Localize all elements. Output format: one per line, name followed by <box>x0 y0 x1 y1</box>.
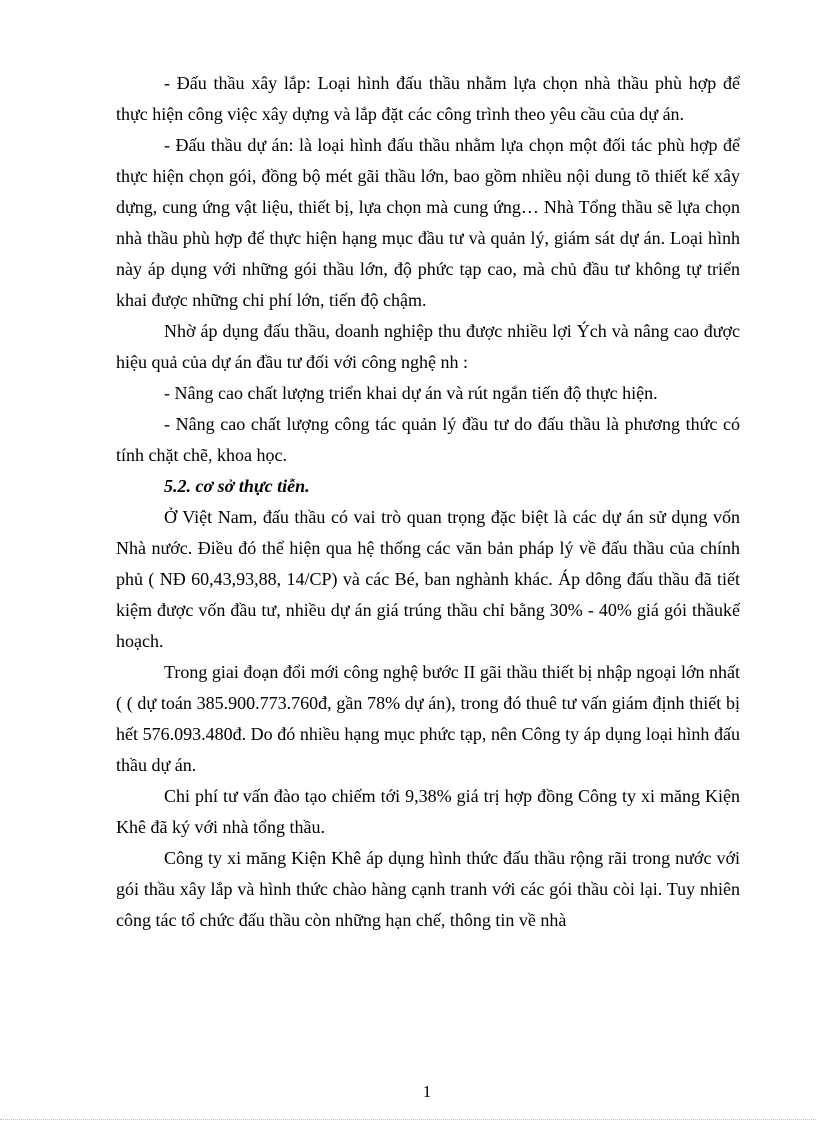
paragraph-bidding-benefits: Nhờ áp dụng đấu thầu, doanh nghiệp thu được nhiều lợi Ých và nâng cao được hiệu quả của dự án đầu tư đối với công nghệ nh : <box>116 321 740 372</box>
paragraph-benefit-management: - Nâng cao chất lượng công tác quản lý đầu tư do đấu thầu là phương thức có tính chặt chẽ, khoa học. <box>116 414 740 465</box>
document-body <box>116 68 740 936</box>
section-heading: 5.2. cơ sở thực tiễn. <box>164 476 310 496</box>
paragraph-construction-bidding: - Đấu thầu xây lắp: Loại hình đấu thầu nhằm lựa chọn nhà thầu phù hợp để thực hiện công việc xây dựng và lắp đặt các công trình theo yêu cầu của dự án. <box>116 73 740 124</box>
page-bottom-divider <box>0 1119 816 1120</box>
paragraph-technology-phase: Trong giai đoạn đổi mới công nghệ bước II gãi thầu thiết bị nhập ngoại lớn nhất ( ( dự toán 385.900.773.760đ, gần 78% dự án), trong đó thuê tư vấn giám định thiết bị hết 576.093.480đ. Do đó nhiều hạng mục phức tạp, nên Công ty áp dụng loại hình đấu thầu dự án. <box>116 662 740 775</box>
paragraph-project-bidding: - Đấu thầu dự án: là loại hình đấu thầu nhằm lựa chọn một đối tác phù hợp để thực hiện chọn gói, đồng bộ mét gãi thầu lớn, bao gồm nhiều nội dung tõ thiết kế xây dựng, cung ứng vật liệu, thiết bị, lựa chọn mà cung ứng… Nhà Tổng thầu sẽ lựa chọn nhà thầu phù hợp để thực hiện hạng mục đầu tư và quản lý, giám sát dự án. Loại hình này áp dụng với những gói thầu lớn, độ phức tạp cao, mà chủ đầu tư không tự triển khai được những chi phí lớn, tiến độ chậm. <box>116 135 740 310</box>
paragraph-consulting-cost: Chi phí tư vấn đào tạo chiếm tới 9,38% giá trị hợp đồng Công ty xi măng Kiện Khê đã ký với nhà tổng thầu. <box>116 786 740 837</box>
paragraph-benefit-quality: - Nâng cao chất lượng triển khai dự án và rút ngắn tiến độ thực hiện. <box>164 383 658 403</box>
paragraph-company-bidding: Công ty xi măng Kiện Khê áp dụng hình thức đấu thầu rộng rãi trong nước với gói thầu xây lắp và hình thức chào hàng cạnh tranh với các gói thầu còi lại. Tuy nhiên công tác tổ chức đấu thầu còn những hạn chế, thông tin về nhà <box>116 848 740 930</box>
paragraph-vietnam-bidding: Ở Việt Nam, đấu thầu có vai trò quan trọng đặc biệt là các dự án sử dụng vốn Nhà nước. Điều đó thể hiện qua hệ thống các văn bản pháp lý về đấu thầu của chính phủ ( NĐ 60,43,93,88, 14/CP) và các Bé, ban nghành khác. Áp dông đấu thầu đã tiết kiệm được vốn đầu tư, nhiều dự án giá trúng thầu chỉ bằng 30% - 40% giá gói thầukế hoạch. <box>116 507 740 651</box>
page-number: 1 <box>422 1082 432 1101</box>
